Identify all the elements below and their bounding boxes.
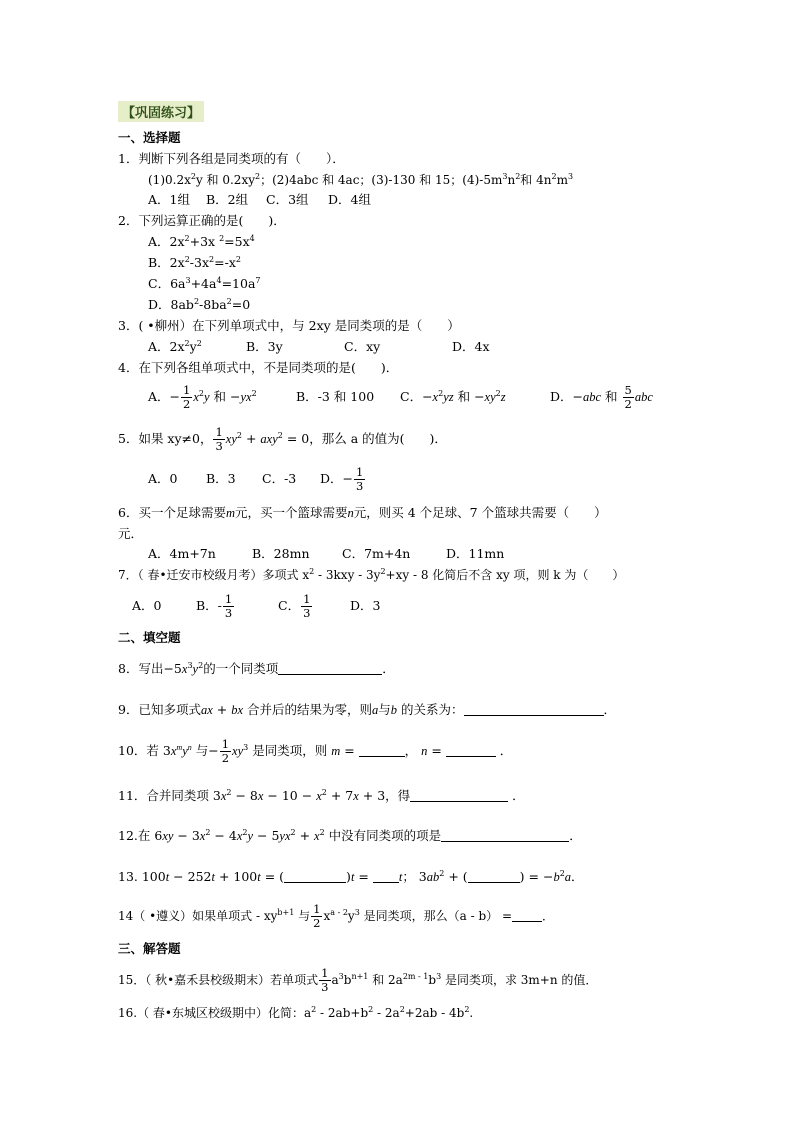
section-choice-heading: 一、选择题 (118, 130, 181, 145)
q1-options (148, 192, 371, 208)
q7-option-a[interactable]: A．0 (132, 598, 162, 613)
q14-answer-blank[interactable] (512, 921, 542, 922)
q4-option-a[interactable]: A．− $\frac{1}{2}$ $x^2y$ 和 $-yx^2$ (148, 383, 257, 411)
q1-option-c[interactable]: C．3组 (266, 192, 309, 207)
q11-stem: 11．合并同类项 $3x^2 - 8x - 10 - x^2 + 7x + 3$，得 ． (118, 788, 525, 803)
q6-stem-cont: 元． (118, 526, 144, 541)
section-solve-heading: 三、解答题 (118, 941, 181, 956)
q3-option-a[interactable]: A．$2x^2y^2$ (148, 339, 202, 354)
q12-answer-blank[interactable] (441, 841, 569, 842)
q1-option-b[interactable]: B．2组 (206, 192, 249, 207)
q10-n-blank[interactable] (446, 756, 496, 757)
q7-options (132, 589, 380, 623)
q4-option-c[interactable]: C．$-x^2yz$ 和 $-xy^2z$ (400, 389, 506, 404)
q2-option-a[interactable]: A．$2x^2+3x$ $^2=5x^4$ (148, 234, 255, 249)
q8-answer-blank[interactable] (278, 674, 382, 675)
q3-options (148, 339, 490, 355)
q8-stem: 8．写出$-5x^3y^2$的一个同类项 ． (118, 661, 395, 676)
q4-option-b[interactable]: B．-3 和 100 (296, 389, 375, 404)
q6-options (148, 546, 504, 562)
q15-stem: 15．（ 秋•嘉禾县校级期末）若单项式 $\frac{1}{3}$ $a^3b^{n+1}$ 和 $2a^{2m - 1}b^3$ 是同类项，求 3m+n 的值． (118, 966, 598, 994)
q4-stem: 4．在下列各组单项式中，不是同类项的是( )． (118, 360, 399, 375)
q7-stem: 7．（ 春•迁安市校级月考）多项式 $x^2 - 3kxy - 3y^2+xy - 8$ 化简后不含 xy 项，则 k 为（ ） (118, 567, 625, 582)
q6-stem: 6．买一个足球需要m元，买一个篮球需要n元，则买 4 个足球、7 个篮球共需要（ ） (118, 505, 607, 520)
q6-option-d[interactable]: D．11mn (446, 546, 505, 561)
q5-option-c[interactable]: C．-3 (262, 471, 297, 486)
q5-option-a[interactable]: A．0 (148, 471, 178, 486)
q13-stem: 13. 100t − 252t + 100t = ( )t = t； $3ab^2$ + ( ) = $-b^2a$． (118, 869, 584, 884)
q6-option-b[interactable]: B．28mn (252, 546, 310, 561)
q4-option-d[interactable]: D．−abc 和 $\frac{5}{2}$ abc (550, 383, 653, 411)
q4-options (148, 380, 653, 414)
q6-option-c[interactable]: C．7m+4n (342, 546, 411, 561)
q5-option-b[interactable]: B．3 (206, 471, 236, 486)
q13-blank-2[interactable] (373, 882, 399, 883)
q5-stem: 5．如果 xy≠0， $\frac{1}{3}$ $xy^2 + axy^2 = 0$，那么 a 的值为( )． (118, 425, 447, 453)
q1-stem: 1．判断下列各组是同类项的有（ ）． (118, 151, 345, 166)
q5-option-d[interactable]: D．− $\frac{1}{3}$ (320, 465, 364, 493)
q10-m-blank[interactable] (359, 756, 405, 757)
q14-stem: 14（ •遵义）如果单项式 - $xy^{b+1}$ 与 $\frac{1}{2}$ $x^{a - 2}y^3$ 是同类项，那么（a - b） = ． (118, 902, 555, 930)
q2-stem: 2．下列运算正确的是( )． (118, 213, 286, 228)
q6-option-a[interactable]: A．4m+7n (148, 546, 216, 561)
section-banner: 【巩固练习】 (118, 101, 204, 122)
q3-option-b[interactable]: B．3y (246, 339, 283, 354)
q1-option-d[interactable]: D．4组 (328, 192, 371, 207)
q7-option-c[interactable]: C． $\frac{1}{3}$ (278, 592, 311, 620)
q5-options (148, 462, 366, 496)
q9-stem: 9．已知多项式ax + bx 合并后的结果为零，则a与b 的关系为： ． (118, 702, 617, 717)
q3-option-d[interactable]: D．4x (452, 339, 490, 354)
q3-stem: 3．( •柳州）在下列单项式中，与 2xy 是同类项的是（ ） (118, 318, 460, 333)
q1-option-a[interactable]: A．1组 (148, 192, 190, 207)
q1-groups: $(1)0.2x^2y$ 和 $0.2xy^2$；(2)4abc 和 4ac；(3)-130 和 15；$(4)-5m^3n^2$和 $4n^2m^3$ (148, 172, 574, 187)
q10-stem: 10．若 $3x^my^n$ 与− $\frac{1}{2}$ $xy^3$ 是同类项，则 m = ， n = ． (118, 737, 513, 765)
q9-answer-blank[interactable] (464, 715, 604, 716)
q7-option-d[interactable]: D．3 (350, 598, 381, 613)
q13-blank-3[interactable] (468, 882, 520, 883)
q11-answer-blank[interactable] (410, 801, 508, 802)
q12-stem: 12.在 $6xy - 3x^2 - 4x^2y - 5yx^2 + x^2$ 中没有同类项的项是 ． (118, 828, 582, 843)
q16-stem: 16.（ 春•东城区校级期中）化简：$a^2 - 2ab+b^2 - 2a^2+2ab - 4b^2$. (118, 1005, 474, 1020)
q2-option-d[interactable]: D．$8ab^2-8ba^2=0$ (148, 297, 251, 312)
q7-option-b[interactable]: B．- $\frac{1}{3}$ (196, 592, 233, 620)
q2-option-c[interactable]: C．$6a^3+4a^4=10a^7$ (148, 276, 261, 291)
q3-option-c[interactable]: C．xy (344, 339, 381, 354)
q2-option-b[interactable]: B．$2x^2-3x^2=-x^2$ (148, 255, 241, 270)
section-fill-heading: 二、填空题 (118, 630, 181, 645)
q13-blank-1[interactable] (284, 882, 346, 883)
